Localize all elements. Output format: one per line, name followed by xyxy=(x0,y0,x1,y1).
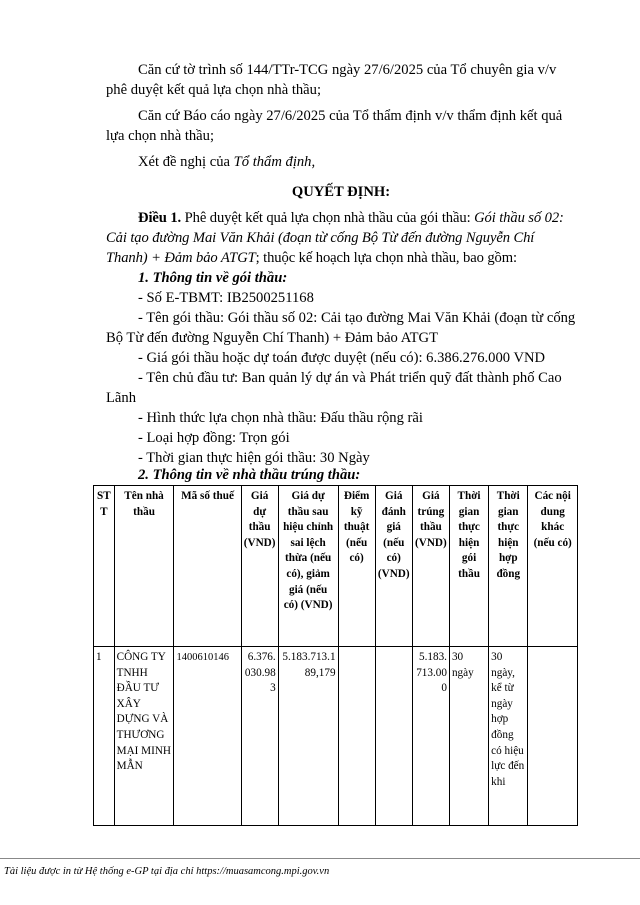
section-1-title: 1. Thông tin về gói thầu: xyxy=(138,270,288,286)
consideration-italic: Tổ thẩm định, xyxy=(233,154,316,170)
article-1-text: Phê duyệt kết quả lựa chọn nhà thầu của gói thầu: xyxy=(181,210,475,226)
article-1-suffix: ; thuộc kế hoạch lựa chọn nhà thầu, bao gồm: xyxy=(255,250,517,266)
article-1-label: Điều 1. xyxy=(138,210,182,226)
consideration-text: Xét đề nghị của xyxy=(138,154,234,170)
cell-stt: 1 xyxy=(94,647,115,826)
section-2-title: 2. Thông tin về nhà thầu trúng thầu: xyxy=(138,467,361,483)
cell-contract-duration: 30 ngày, kể từ ngày hợp đồng có hiệu lực đến khi xyxy=(489,647,528,826)
header-stt: STT xyxy=(94,486,115,647)
winning-bidder-table xyxy=(93,485,578,826)
header-contract-duration: Thời gian thực hiện hợp đồng xyxy=(489,486,528,647)
cell-technical-score xyxy=(338,647,375,826)
cell-package-duration: 30 ngày xyxy=(449,647,488,826)
list-item: - Hình thức lựa chọn nhà thầu: Đấu thầu rộng rãi xyxy=(138,410,423,426)
cell-bid-price: 6.376.030.983 xyxy=(241,647,278,826)
cell-tax-code: 1400610146 xyxy=(174,647,241,826)
header-bidder-name: Tên nhà thầu xyxy=(114,486,174,647)
header-evaluated-price: Giá đánh giá (nếu có) (VND) xyxy=(375,486,412,647)
paragraph-proposal-basis: Căn cứ tờ trình số 144/TTr-TCG ngày 27/6/2025 của Tổ chuyên gia v/v phê duyệt kết quả lựa chọn nhà thầu; xyxy=(106,62,557,98)
list-item: - Loại hợp đồng: Trọn gói xyxy=(138,430,290,446)
header-winning-price: Giá trúng thầu (VND) xyxy=(412,486,449,647)
paragraph-consideration xyxy=(106,152,576,172)
article-1-package-name: Gói thầu số 02: Cải tạo đường Mai Văn Khải (đoạn từ cống Bộ Từ đến đường Nguyễn Chí Thanh) + Đảm bảo ATGT xyxy=(106,210,564,266)
cell-evaluated-price xyxy=(375,647,412,826)
header-other-content: Các nội dung khác (nếu có) xyxy=(528,486,578,647)
list-item: - Thời gian thực hiện gói thầu: 30 Ngày xyxy=(138,450,370,466)
cell-bidder-name: CÔNG TY TNHH ĐẦU TƯ XÂY DỰNG VÀ THƯƠNG MẠI MINH MẪN xyxy=(114,647,174,826)
list-item: - Số E-TBMT: IB2500251168 xyxy=(138,290,314,306)
header-tax-code: Mã số thuế xyxy=(174,486,241,647)
cell-other-content xyxy=(528,647,578,826)
header-adjusted-price: Giá dự thầu sau hiệu chỉnh sai lệch thừa (nếu có), giảm giá (nếu có) (VND) xyxy=(278,486,338,647)
section-1-list xyxy=(106,288,576,468)
table-row xyxy=(94,647,578,826)
footer-note: Tài liệu được in từ Hệ thống e-GP tại địa chỉ https://muasamcong.mpi.gov.vn xyxy=(4,866,330,877)
list-item: - Tên chủ đầu tư: Ban quản lý dự án và Phát triển quỹ đất thành phố Cao Lãnh xyxy=(106,370,562,406)
footer-divider xyxy=(0,858,640,859)
list-item: - Giá gói thầu hoặc dự toán được duyệt (nếu có): 6.386.276.000 VND xyxy=(138,350,546,366)
article-1 xyxy=(106,208,576,268)
cell-winning-price: 5.183.713.000 xyxy=(412,647,449,826)
cell-adjusted-price: 5.183.713.189,179 xyxy=(278,647,338,826)
paragraph-report-basis: Căn cứ Báo cáo ngày 27/6/2025 của Tổ thẩm định v/v thẩm định kết quả lựa chọn nhà thầu; xyxy=(106,108,563,144)
decision-heading: QUYẾT ĐỊNH: xyxy=(291,184,391,200)
header-technical-score: Điểm kỹ thuật (nếu có) xyxy=(338,486,375,647)
table-header-row xyxy=(94,486,578,647)
list-item: - Tên gói thầu: Gói thầu số 02: Cải tạo đường Mai Văn Khải (đoạn từ cống Bộ Từ đến đường Nguyễn Chí Thanh) + Đảm bảo ATGT xyxy=(106,310,576,346)
header-package-duration: Thời gian thực hiện gói thầu xyxy=(449,486,488,647)
header-bid-price: Giá dự thầu (VND) xyxy=(241,486,278,647)
